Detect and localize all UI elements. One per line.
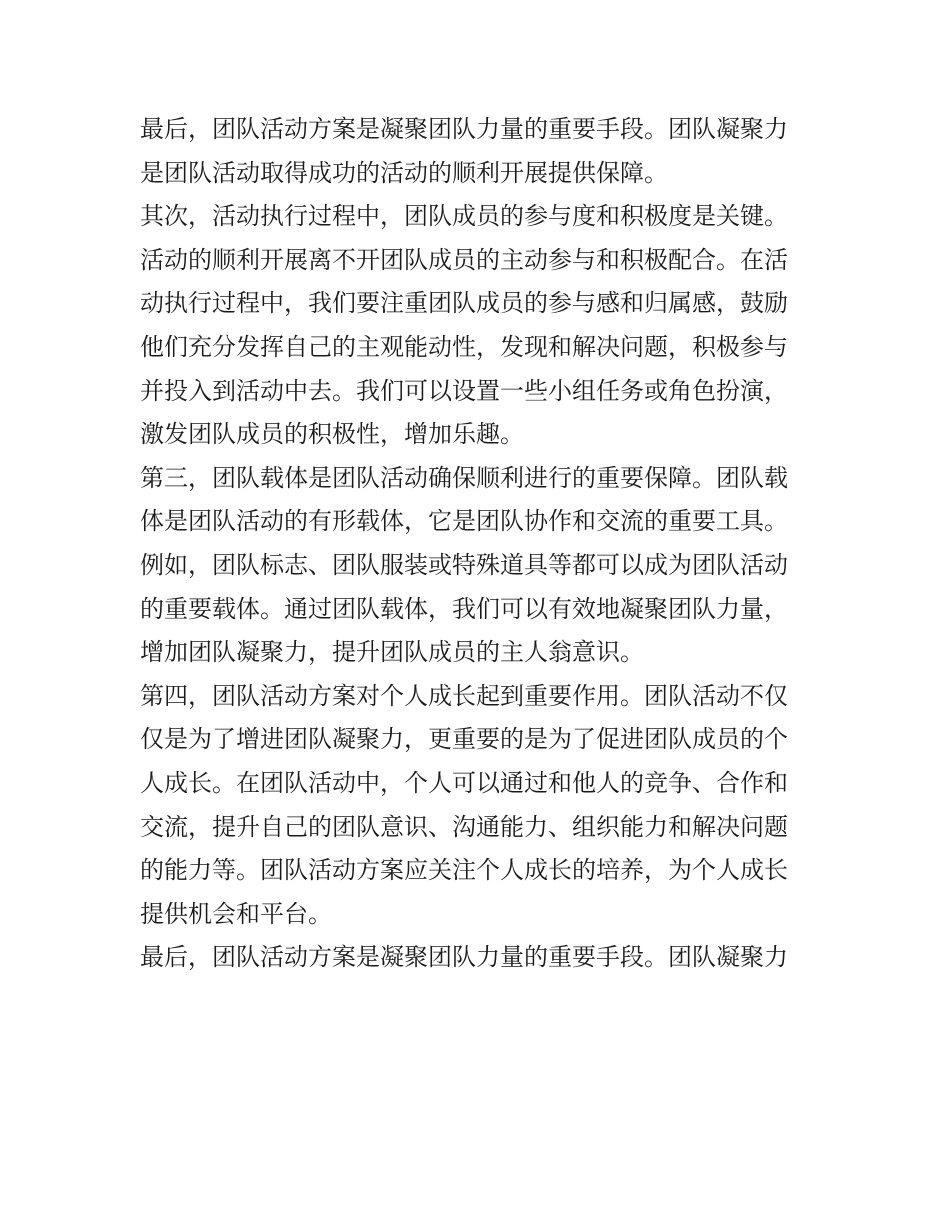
text-line: 动执行过程中，我们要注重团队成员的参与感和归属感，鼓励 — [140, 289, 788, 318]
text-line: 是团队活动取得成功的活动的顺利开展提供保障。 — [140, 158, 668, 187]
text-line: 人成长。在团队活动中，个人可以通过和他人的竞争、合作和 — [140, 768, 788, 797]
text-line: 例如，团队标志、团队服装或特殊道具等都可以成为团队活动 — [140, 550, 788, 579]
text-line: 激发团队成员的积极性，增加乐趣。 — [140, 420, 524, 449]
text-line: 最后，团队活动方案是凝聚团队力量的重要手段。团队凝聚力 — [140, 115, 788, 143]
text-line: 的重要载体。通过团队载体，我们可以有效地凝聚团队力量， — [140, 594, 788, 623]
text-line: 仅是为了增进团队凝聚力，更重要的是为了促进团队成员的个 — [140, 725, 788, 754]
text-line: 交流，提升自己的团队意识、沟通能力、组织能力和解决问题 — [140, 812, 788, 841]
text-line: 并投入到活动中去。我们可以设置一些小组任务或角色扮演， — [140, 376, 788, 405]
text-line: 体是团队活动的有形载体，它是团队协作和交流的重要工具。 — [140, 507, 788, 536]
text-line: 活动的顺利开展离不开团队成员的主动参与和积极配合。在活 — [140, 245, 788, 274]
text-line: 最后，团队活动方案是凝聚团队力量的重要手段。团队凝聚力 — [140, 943, 788, 972]
body-text — [140, 108, 820, 980]
text-line: 第三，团队载体是团队活动确保顺利进行的重要保障。团队载 — [140, 463, 788, 492]
text-line: 其次，活动执行过程中，团队成员的参与度和积极度是关键。 — [140, 202, 788, 231]
text-line: 第四，团队活动方案对个人成长起到重要作用。团队活动不仅 — [140, 681, 788, 710]
text-line: 提供机会和平台。 — [140, 899, 332, 928]
text-line: 增加团队凝聚力，提升团队成员的主人翁意识。 — [140, 638, 644, 667]
text-line: 他们充分发挥自己的主观能动性，发现和解决问题，积极参与 — [140, 332, 788, 361]
text-line: 的能力等。团队活动方案应关注个人成长的培养，为个人成长 — [140, 856, 788, 885]
